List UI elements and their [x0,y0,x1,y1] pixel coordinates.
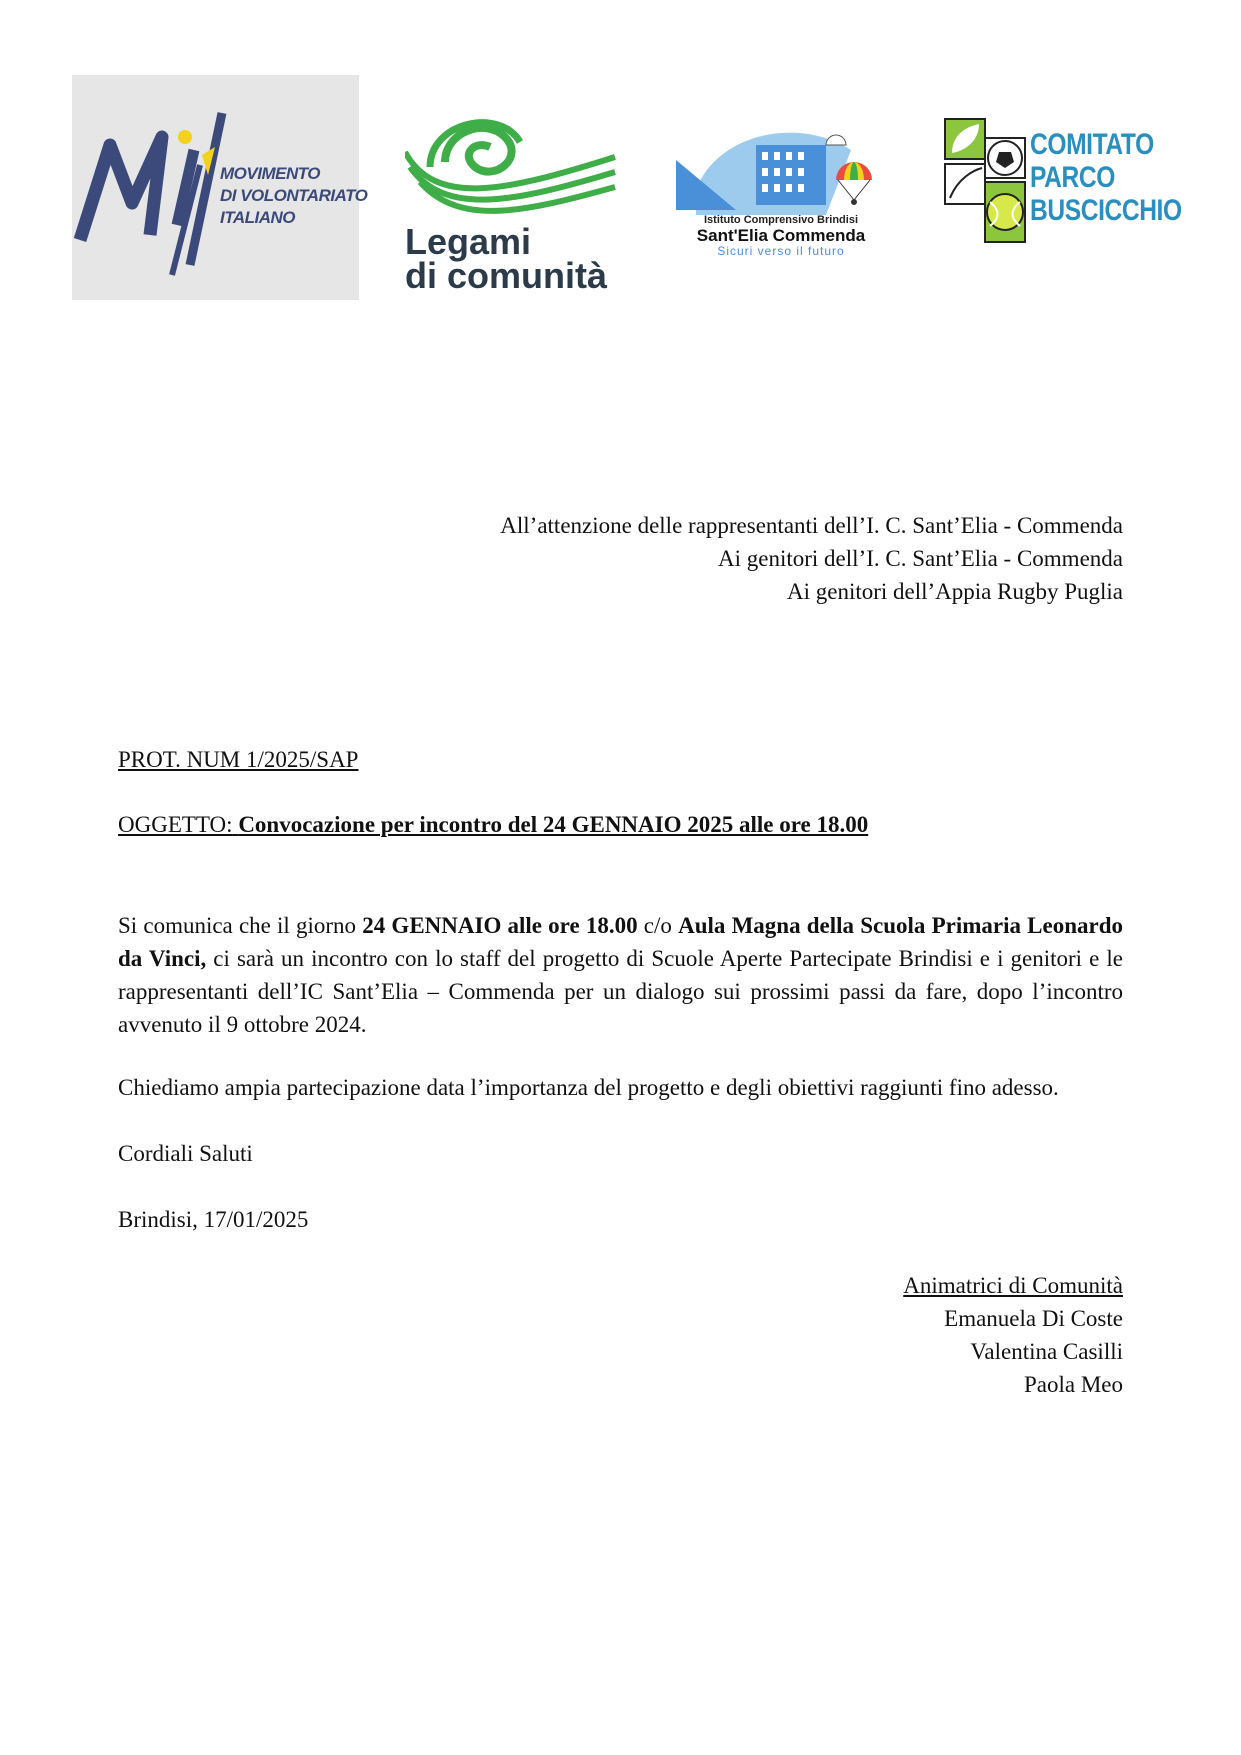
body-date-time: 24 GENNAIO alle ore 18.00 [362,913,638,938]
comitato-line-3: BUSCICCHIO [1030,194,1182,227]
participation-paragraph: Chiediamo ampia partecipazione data l’importanza del progetto e degli obiettivi raggiunti fino adesso. [118,1075,1059,1100]
school-line-3: Sicuri verso il futuro [717,244,845,258]
comitato-tiles-icon [944,118,1030,243]
school-logo [676,120,886,260]
comitato-logo [944,118,1182,245]
signature-name-1: Emanuela Di Coste [944,1306,1123,1331]
movi-line-2: DI VOLONTARIATO [220,186,368,205]
comitato-line-2: PARCO [1030,161,1115,194]
school-building-icon [676,120,886,220]
legami-wave-icon [405,112,620,224]
place-date: Brindisi, 17/01/2025 [118,1207,309,1232]
movi-logo [72,75,368,300]
comitato-line-1: COMITATO [1030,128,1154,161]
protocol-number: PROT. NUM 1/2025/SAP [118,747,359,772]
legami-line-1: Legami [405,221,532,262]
subject-line [118,808,868,841]
subject-label: OGGETTO: [118,812,233,837]
movi-line-3: ITALIANO [220,208,296,227]
school-line-2: Sant'Elia Commenda [696,226,866,245]
school-line-1: Istituto Comprensivo Brindisi [703,214,858,226]
legami-line-2: di comunità [405,255,608,296]
subject-text: Convocazione per incontro del 24 GENNAIO 2025 alle ore 18.00 [238,812,869,837]
signature-name-2: Valentina Casilli [970,1339,1123,1364]
greeting: Cordiali Saluti [118,1141,253,1166]
body-text-c: c/o [637,913,679,938]
movi-line-1: MOVIMENTO [220,164,321,183]
body-paragraph [118,909,1123,1041]
signature-name-3: Paola Meo [1023,1372,1123,1397]
recipient-line-2: Ai genitori dell’I. C. Sant’Elia - Commenda [718,546,1123,571]
legami-logo [405,112,620,302]
signature-title: Animatrici di Comunità [903,1273,1123,1298]
recipient-line-1: All’attenzione delle rappresentanti dell’I. C. Sant’Elia - Commenda [500,513,1123,538]
body-venue: Aula Magna della Scuola Primaria Leonardo da Vinci, [118,913,1123,971]
body-text-a: Si comunica che il giorno [118,913,363,938]
body-text-e: ci sarà un incontro con lo staff del progetto di Scuole Aperte Partecipate Brindisi e i genitori e le rappresentanti dell’IC Sant’Elia – Commenda per un dialogo sui prossimi passi da fare, dopo l’incontro avvenuto il 9 ottobre 2024. [118,946,1123,1037]
recipient-line-3: Ai genitori dell’Appia Rugby Puglia [786,579,1123,604]
